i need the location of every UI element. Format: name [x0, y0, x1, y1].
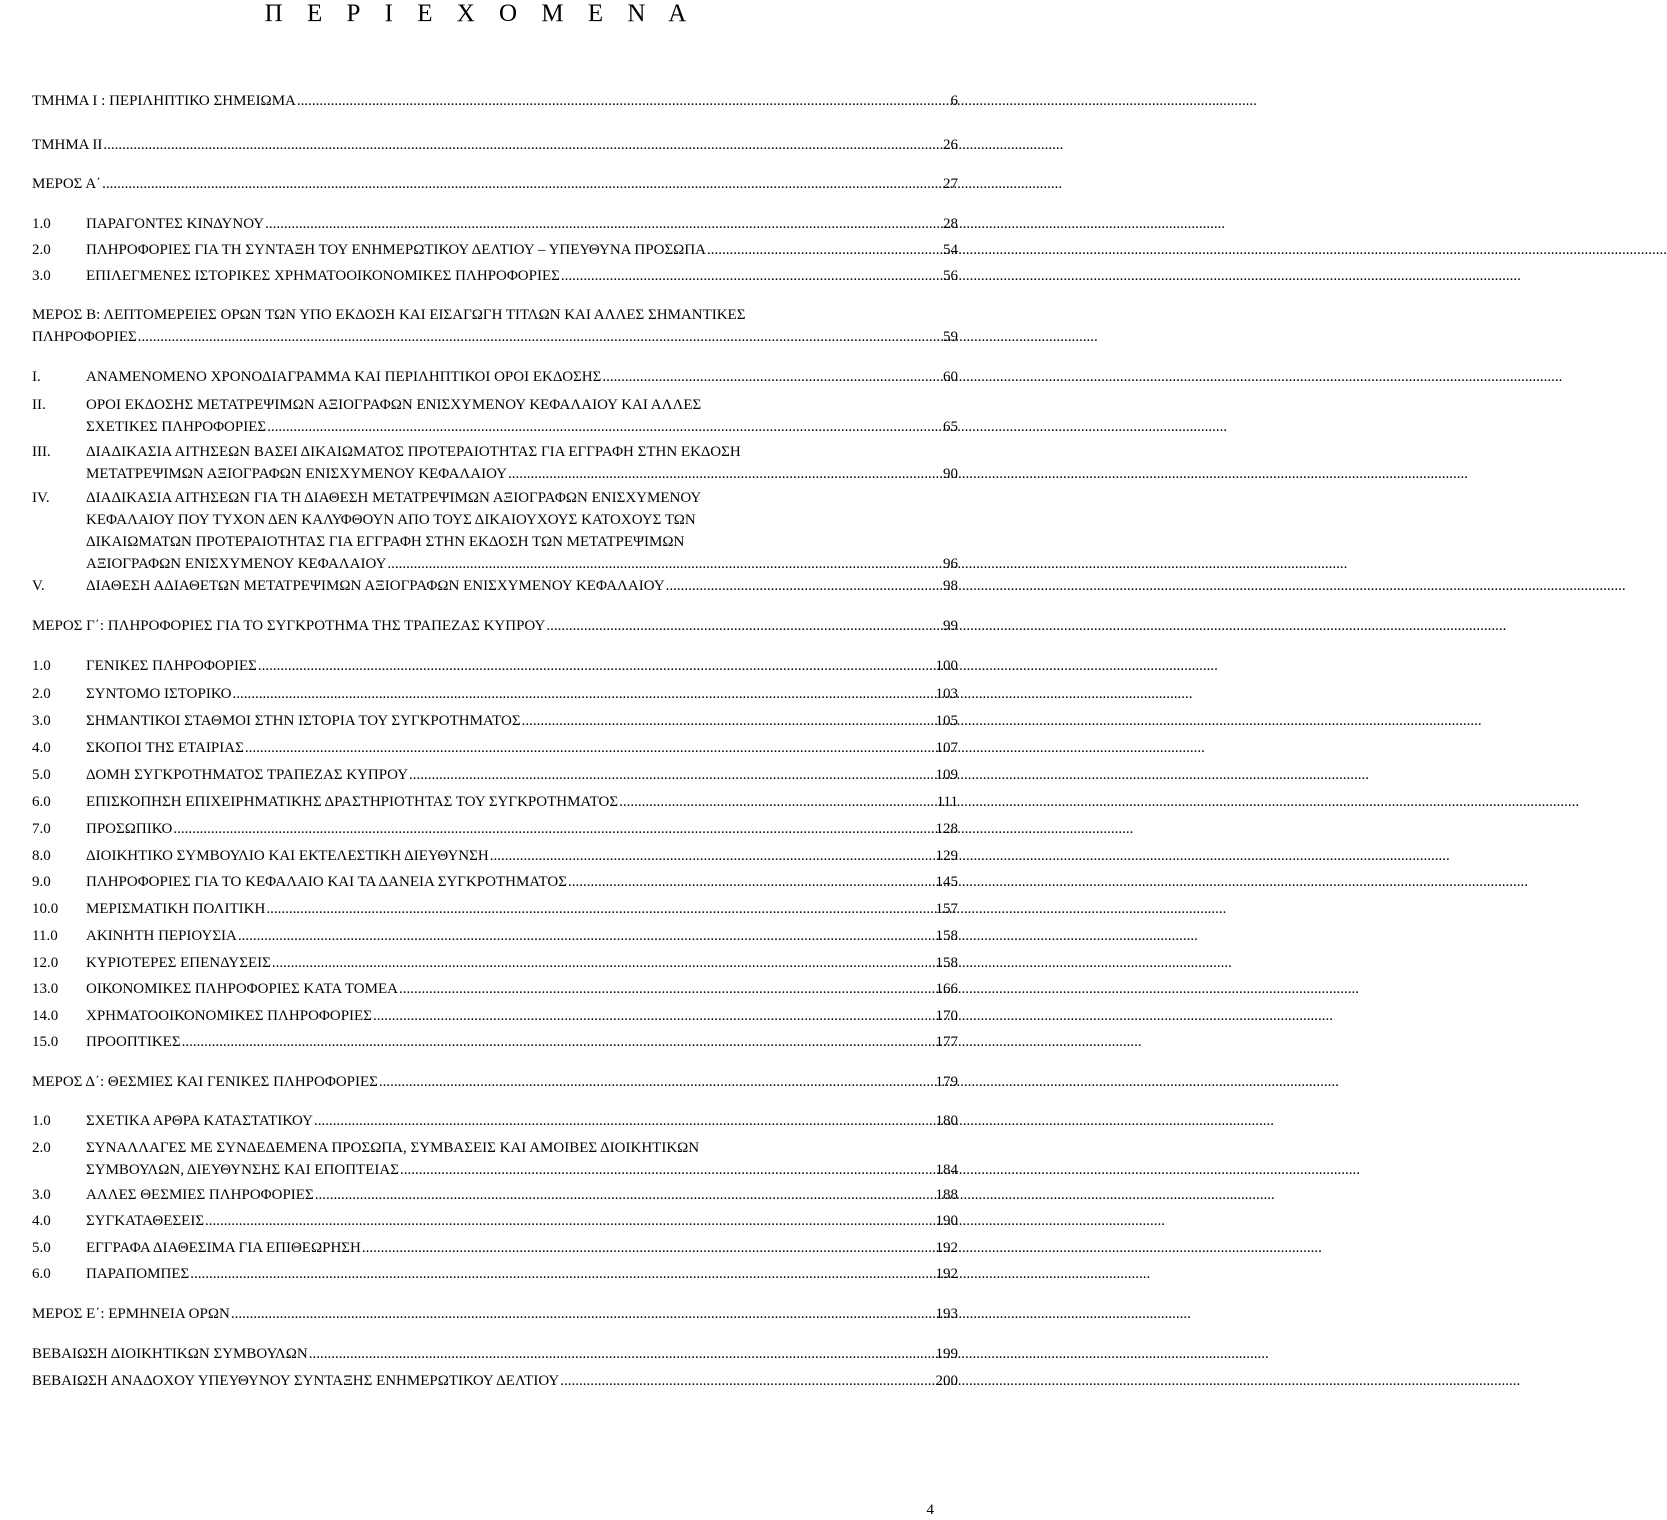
toc-entry-title: ΜΕΡΟΣ Ε΄: ΕΡΜΗΝΕΙΑ ΟΡΩΝ [32, 1306, 230, 1322]
dot-leader [190, 1263, 934, 1285]
toc-entry-title: ΕΠΙΛΕΓΜΕΝΕΣ ΙΣΤΟΡΙΚΕΣ ΧΡΗΜΑΤΟΟΙΚΟΝΟΜΙΚΕΣ ΠΛΗΡΟΦΟΡΙΕΣ [86, 268, 560, 284]
toc-entry-page: 111 [936, 794, 958, 810]
toc-entry-title-line: ΔΙΑΔΙΚΑΣΙΑ ΑΙΤΗΣΕΩΝ ΒΑΣΕΙ ΔΙΚΑΙΩΜΑΤΟΣ ΠΡΟΤΕΡΑΙΟΤΗΤΑΣ ΓΙΑ ΕΓΓΡΑΦΗ ΣΤΗΝ ΕΚΔΟΣΗ [86, 444, 741, 460]
dot-leader [522, 710, 935, 732]
dot-leader [707, 239, 942, 261]
toc-entry-number: 6.0 [32, 794, 51, 810]
toc-entry-title-line: ΣΥΝΑΛΛΑΓΕΣ ΜΕ ΣΥΝΔΕΔΕΜΕΝΑ ΠΡΟΣΩΠΑ, ΣΥΜΒΑΣΕΙΣ ΚΑΙ ΑΜΟΙΒΕΣ ΔΙΟΙΚΗΤΙΚΩΝ [86, 1140, 700, 1156]
toc-entry-number: 3.0 [32, 713, 51, 729]
toc-entry-title: ΣΚΟΠΟΙ ΤΗΣ ΕΤΑΙΡΙΑΣ [86, 740, 244, 756]
toc-entry-number: 12.0 [32, 955, 59, 971]
dot-leader [266, 898, 934, 920]
toc-entry-number: II. [32, 397, 46, 413]
toc-entry-title: ΜΕΡΟΣ Α΄ [32, 176, 102, 192]
toc-entry-number: 6.0 [32, 1266, 51, 1282]
dot-leader [666, 575, 942, 597]
toc-entry-page: 109 [935, 767, 958, 783]
dot-leader [602, 366, 942, 388]
toc-entry[interactable] [32, 871, 958, 893]
toc-entry-title: ΣΧΕΤΙΚΑ ΑΡΘΡΑ ΚΑΤΑΣΤΑΤΙΚΟΥ [86, 1113, 313, 1129]
toc-entry[interactable] [32, 764, 958, 786]
toc-entry[interactable] [32, 978, 958, 1000]
toc-entry-page: 26 [943, 137, 958, 153]
toc-entry-title: ΠΡΟΟΠΤΙΚΕΣ [86, 1034, 181, 1050]
dot-leader [102, 173, 942, 195]
toc-entry-title: ΔΙΟΙΚΗΤΙΚΟ ΣΥΜΒΟΥΛΙΟ ΚΑΙ ΕΚΤΕΛΕΣΤΙΚΗ ΔΙΕΥΘΥΝΣΗ [86, 848, 489, 864]
toc-entry-title: ΑΞΙΟΓΡΑΦΩΝ ΕΝΙΣΧΥΜΕΝΟΥ ΚΕΦΑΛΑΙΟΥ [86, 556, 387, 572]
toc-entry-page: 96 [943, 556, 958, 572]
toc-entry-number: 11.0 [32, 928, 58, 944]
toc-entry[interactable] [32, 1263, 958, 1285]
dot-leader [297, 90, 950, 112]
toc-entry[interactable] [32, 683, 958, 705]
toc-entry[interactable] [32, 845, 958, 867]
toc-entry-title: ΜΕΤΑΤΡΕΨΙΜΩΝ ΑΞΙΟΓΡΑΦΩΝ ΕΝΙΣΧΥΜΕΝΟΥ ΚΕΦΑΛΑΙΟΥ [86, 466, 508, 482]
toc-entry[interactable] [32, 925, 958, 947]
toc-entry-page: 107 [935, 740, 958, 756]
toc-entry-number: 1.0 [32, 216, 51, 232]
toc-entry-page: 166 [935, 981, 958, 997]
dot-leader [362, 1237, 935, 1259]
toc-entry-title-line: ΜΕΡΟΣ Β: ΛΕΠΤΟΜΕΡΕΙΕΣ ΟΡΩΝ ΤΩΝ ΥΠΟ ΕΚΔΟΣΗ ΚΑΙ ΕΙΣΑΓΩΓΗ ΤΙΤΛΩΝ ΚΑΙ ΑΛΛΕΣ ΣΗΜΑΝΤΙΚΕΣ [32, 307, 746, 323]
toc-entry[interactable] [32, 134, 958, 156]
toc-entry-number: 13.0 [32, 981, 59, 997]
toc-entry-number: 1.0 [32, 658, 51, 674]
toc-entry-title: ΧΡΗΜΑΤΟΟΙΚΟΝΟΜΙΚΕΣ ΠΛΗΡΟΦΟΡΙΕΣ [86, 1008, 372, 1024]
toc-entry-page: 6 [950, 93, 958, 109]
dot-leader [205, 1210, 934, 1232]
toc-entry-title: ΑΝΑΜΕΝΟΜΕΝΟ ΧΡΟΝΟΔΙΑΓΡΑΜΜΑ ΚΑΙ ΠΕΡΙΛΗΠΤΙΚΟΙ ΟΡΟΙ ΕΚΔΟΣΗΣ [86, 369, 602, 385]
toc-entry-page: 180 [935, 1113, 958, 1129]
toc-entry[interactable] [32, 1031, 958, 1053]
dot-leader [272, 952, 935, 974]
toc-entry-title: ΑΛΛΕΣ ΘΕΣΜΙΕΣ ΠΛΗΡΟΦΟΡΙΕΣ [86, 1187, 314, 1203]
toc-entry-title: ΒΕΒΑΙΩΣΗ ΔΙΟΙΚΗΤΙΚΩΝ ΣΥΜΒΟΥΛΩΝ [32, 1346, 308, 1362]
dot-leader [173, 818, 934, 840]
toc-entry-number: 10.0 [32, 901, 59, 917]
toc-entry-page: 192 [935, 1240, 958, 1256]
toc-entry-number: 7.0 [32, 821, 51, 837]
toc-entry[interactable] [32, 737, 958, 759]
toc-entry[interactable] [32, 1303, 958, 1325]
toc-entry-title-line: ΟΡΟΙ ΕΚΔΟΣΗΣ ΜΕΤΑΤΡΕΨΙΜΩΝ ΑΞΙΟΓΡΑΦΩΝ ΕΝΙΣΧΥΜΕΝΟΥ ΚΕΦΑΛΑΙΟΥ ΚΑΙ ΑΛΛΕΣ [86, 397, 702, 413]
toc-entry-page: 192 [935, 1266, 958, 1282]
toc-entry-title: ΕΠΙΣΚΟΠΗΣΗ ΕΠΙΧΕΙΡΗΜΑΤΙΚΗΣ ΔΡΑΣΤΗΡΙΟΤΗΤΑΣ ΤΟΥ ΣΥΓΚΡΟΤΗΜΑΤΟΣ [86, 794, 619, 810]
toc-entry[interactable] [32, 213, 958, 235]
dot-leader [508, 463, 942, 485]
dot-leader [379, 1071, 935, 1093]
toc-entry-title-line: ΔΙΚΑΙΩΜΑΤΩΝ ΠΡΟΤΕΡΑΙΟΤΗΤΑΣ ΓΙΑ ΕΓΓΡΑΦΗ ΣΤΗΝ ΕΚΔΟΣΗ ΤΩΝ ΜΕΤΑΤΡΕΨΙΜΩΝ [86, 534, 685, 550]
dot-leader [309, 1343, 935, 1365]
toc-entry-title: ΤΜΗΜΑ ΙΙ [32, 137, 103, 153]
dot-leader [265, 213, 942, 235]
toc-entry-number: 8.0 [32, 848, 51, 864]
toc-entry-page: 199 [935, 1346, 958, 1362]
toc-entry-page: 157 [935, 901, 958, 917]
dot-leader [568, 871, 935, 893]
dot-leader [138, 326, 942, 348]
toc-entry-title: ΚΥΡΙΟΤΕΡΕΣ ΕΠΕΝΔΥΣΕΙΣ [86, 955, 271, 971]
toc-entry[interactable] [32, 575, 958, 597]
toc-entry-number: 3.0 [32, 268, 51, 284]
toc-entry-title: ΠΛΗΡΟΦΟΡΙΕΣ ΓΙΑ ΤΗ ΣΥΝΤΑΞΗ ΤΟΥ ΕΝΗΜΕΡΩΤΙΚΟΥ ΔΕΛΤΙΟΥ – ΥΠΕΥΘΥΝΑ ΠΡΟΣΩΠΑ [86, 242, 706, 258]
toc-entry[interactable] [32, 818, 958, 840]
toc-entry-page: 200 [935, 1373, 958, 1389]
dot-leader [103, 134, 942, 156]
dot-leader [560, 1370, 934, 1392]
dot-leader [238, 925, 935, 947]
toc-entry-page: 177 [935, 1034, 958, 1050]
dot-leader [373, 1005, 935, 1027]
dot-leader [267, 416, 942, 438]
toc-entry-number: 14.0 [32, 1008, 59, 1024]
toc-entry-page: 59 [943, 329, 958, 345]
toc-entry-title: ΠΛΗΡΟΦΟΡΙΕΣ ΓΙΑ ΤΟ ΚΕΦΑΛΑΙΟ ΚΑΙ ΤΑ ΔΑΝΕΙΑ ΣΥΓΚΡΟΤΗΜΑΤΟΣ [86, 874, 567, 890]
toc-entry[interactable] [32, 710, 958, 732]
toc-entry-title: ΣΥΓΚΑΤΑΘΕΣΕΙΣ [86, 1213, 205, 1229]
dot-leader [409, 764, 934, 786]
toc-entry[interactable] [32, 1370, 958, 1392]
toc-entry-number: 5.0 [32, 1240, 51, 1256]
toc-entry-title: ΣΧΕΤΙΚΕΣ ΠΛΗΡΟΦΟΡΙΕΣ [86, 419, 267, 435]
toc-entry-title: ΤΜΗΜΑ Ι : ΠΕΡΙΛΗΠΤΙΚΟ ΣΗΜΕΙΩΜΑ [32, 93, 296, 109]
toc-entry-title: ΔΙΑΘΕΣΗ ΑΔΙΑΘΕΤΩΝ ΜΕΤΑΤΡΕΨΙΜΩΝ ΑΞΙΟΓΡΑΦΩΝ ΕΝΙΣΧΥΜΕΝΟΥ ΚΕΦΑΛΑΙΟΥ [86, 578, 665, 594]
toc-entry-number: 9.0 [32, 874, 51, 890]
toc-entry-page: 103 [935, 686, 958, 702]
toc-entry-title: ΜΕΡΙΣΜΑΤΙΚΗ ΠΟΛΙΤΙΚΗ [86, 901, 266, 917]
toc-entry-page: 99 [943, 618, 958, 634]
toc-entry[interactable] [32, 1071, 958, 1093]
toc-entry-number: 2.0 [32, 686, 51, 702]
toc-entry-number: 2.0 [32, 1140, 51, 1156]
toc-entry-title-line: ΔΙΑΔΙΚΑΣΙΑ ΑΙΤΗΣΕΩΝ ΓΙΑ ΤΗ ΔΙΑΘΕΣΗ ΜΕΤΑΤΡΕΨΙΜΩΝ ΑΞΙΟΓΡΑΦΩΝ ΕΝΙΣΧΥΜΕΝΟΥ [86, 490, 702, 506]
toc-entry-number: 3.0 [32, 1187, 51, 1203]
toc-entry-page: 193 [935, 1306, 958, 1322]
dot-leader [315, 1184, 935, 1206]
dot-leader [258, 655, 935, 677]
toc-entry-title: ΓΕΝΙΚΕΣ ΠΛΗΡΟΦΟΡΙΕΣ [86, 658, 257, 674]
toc-entry[interactable] [32, 1184, 958, 1206]
toc-entry-page: 54 [943, 242, 958, 258]
toc-entry-page: 105 [935, 713, 958, 729]
toc-entry-title: ΠΡΟΣΩΠΙΚΟ [86, 821, 173, 837]
toc-entry[interactable] [32, 898, 958, 920]
toc-entry-page: 170 [935, 1008, 958, 1024]
toc-entry-title: ΠΛΗΡΟΦΟΡΙΕΣ [32, 329, 137, 345]
toc-entry[interactable] [32, 366, 958, 388]
toc-entry[interactable] [32, 265, 958, 287]
toc-entry[interactable] [32, 487, 958, 575]
dot-leader [232, 683, 934, 705]
toc-entry-page: 129 [935, 848, 958, 864]
toc-entry-number: V. [32, 578, 45, 594]
toc-entry-title: ΜΕΡΟΣ Γ΄: ΠΛΗΡΟΦΟΡΙΕΣ ΓΙΑ ΤΟ ΣΥΓΚΡΟΤΗΜΑ ΤΗΣ ΤΡΑΠΕΖΑΣ ΚΥΠΡΟΥ [32, 618, 546, 634]
toc-entry-title: ΣΥΝΤΟΜΟ ΙΣΤΟΡΙΚΟ [86, 686, 232, 702]
toc-entry[interactable] [32, 615, 958, 637]
toc-entry-page: 65 [943, 419, 958, 435]
toc-entry-number: 4.0 [32, 1213, 51, 1229]
toc-entry-page: 90 [943, 466, 958, 482]
toc-entry-page: 100 [935, 658, 958, 674]
toc-entry[interactable] [32, 239, 958, 261]
toc-entry-page: 27 [943, 176, 958, 192]
toc-entry-page: 188 [935, 1187, 958, 1203]
toc-entry[interactable] [32, 1005, 958, 1027]
toc-entry[interactable] [32, 1237, 958, 1259]
toc-entry[interactable] [32, 791, 958, 813]
toc-entry-page: 128 [935, 821, 958, 837]
dot-leader [546, 615, 942, 637]
toc-entry[interactable] [32, 1210, 958, 1232]
dot-leader [399, 978, 935, 1000]
toc-entry-title: ΜΕΡΟΣ Δ΄: ΘΕΣΜΙΕΣ ΚΑΙ ΓΕΝΙΚΕΣ ΠΛΗΡΟΦΟΡΙΕΣ [32, 1074, 378, 1090]
toc-entry-title: ΣΥΜΒΟΥΛΩΝ, ΔΙΕΥΘΥΝΣΗΣ ΚΑΙ ΕΠΟΠΤΕΙΑΣ [86, 1162, 399, 1178]
toc-entry-number: I. [32, 369, 41, 385]
dot-leader [490, 845, 935, 867]
dot-leader [245, 737, 935, 759]
toc-entry-title: ΠΑΡΑΠΟΜΠΕΣ [86, 1266, 190, 1282]
toc-entry-number: 1.0 [32, 1113, 51, 1129]
toc-entry-title: ΒΕΒΑΙΩΣΗ ΑΝΑΔΟΧΟΥ ΥΠΕΥΘΥΝΟΥ ΣΥΝΤΑΞΗΣ ΕΝΗΜΕΡΩΤΙΚΟΥ ΔΕΛΤΙΟΥ [32, 1373, 560, 1389]
dot-leader [182, 1031, 935, 1053]
dot-leader [400, 1159, 935, 1181]
toc-entry-title: ΟΙΚΟΝΟΜΙΚΕΣ ΠΛΗΡΟΦΟΡΙΕΣ ΚΑΤΑ ΤΟΜΕΑ [86, 981, 398, 997]
toc-entry-page: 28 [943, 216, 958, 232]
toc-entry-number: IV. [32, 490, 50, 506]
toc-entry-number: III. [32, 444, 51, 460]
toc-entry[interactable] [32, 1137, 958, 1181]
toc-entry-number: 4.0 [32, 740, 51, 756]
toc-entry[interactable] [32, 173, 958, 195]
toc-entry-title: ΑΚΙΝΗΤΗ ΠΕΡΙΟΥΣΙΑ [86, 928, 237, 944]
toc-entry[interactable] [32, 1343, 958, 1365]
dot-leader [387, 553, 942, 575]
dot-leader [619, 791, 936, 813]
toc-entry-page: 158 [935, 928, 958, 944]
dot-leader [314, 1110, 935, 1132]
toc-entry-number: 15.0 [32, 1034, 59, 1050]
toc-entry[interactable] [32, 90, 958, 112]
toc-entry-page: 56 [943, 268, 958, 284]
toc-entry-title: ΣΗΜΑΝΤΙΚΟΙ ΣΤΑΘΜΟΙ ΣΤΗΝ ΙΣΤΟΡΙΑ ΤΟΥ ΣΥΓΚΡΟΤΗΜΑΤΟΣ [86, 713, 521, 729]
toc-entry[interactable] [32, 304, 958, 348]
toc-entry-title-line: ΚΕΦΑΛΑΙΟΥ ΠΟΥ ΤΥΧΟΝ ΔΕΝ ΚΑΛΥΦΘΟΥΝ ΑΠΟ ΤΟΥΣ ΔΙΚΑΙΟΥΧΟΥΣ ΚΑΤΟΧΟΥΣ ΤΩΝ [86, 512, 696, 528]
toc-entry[interactable] [32, 394, 958, 438]
dot-leader [561, 265, 942, 287]
page-number: 4 [926, 1502, 934, 1518]
toc-entry[interactable] [32, 655, 958, 677]
toc-entry-page: 60 [943, 369, 958, 385]
page-title: Π Ε Ρ Ι Ε Χ Ο Μ Ε Ν Α [264, 0, 696, 27]
toc-entry-page: 158 [935, 955, 958, 971]
toc-entry-title: ΔΟΜΗ ΣΥΓΚΡΟΤΗΜΑΤΟΣ ΤΡΑΠΕΖΑΣ ΚΥΠΡΟΥ [86, 767, 409, 783]
toc-entry-title: ΕΓΓΡΑΦΑ ΔΙΑΘΕΣΙΜΑ ΓΙΑ ΕΠΙΘΕΩΡΗΣΗ [86, 1240, 361, 1256]
toc-entry-page: 190 [935, 1213, 958, 1229]
toc-entry-page: 179 [935, 1074, 958, 1090]
toc-entry-page: 98 [943, 578, 958, 594]
dot-leader [231, 1303, 935, 1325]
toc-entry[interactable] [32, 441, 958, 485]
toc-entry-number: 5.0 [32, 767, 51, 783]
toc-entry[interactable] [32, 1110, 958, 1132]
toc-entry[interactable] [32, 952, 958, 974]
toc-entry-page: 184 [935, 1162, 958, 1178]
toc-entry-page: 145 [935, 874, 958, 890]
toc-entry-title: ΠΑΡΑΓΟΝΤΕΣ ΚΙΝΔΥΝΟΥ [86, 216, 265, 232]
toc-entry-number: 2.0 [32, 242, 51, 258]
